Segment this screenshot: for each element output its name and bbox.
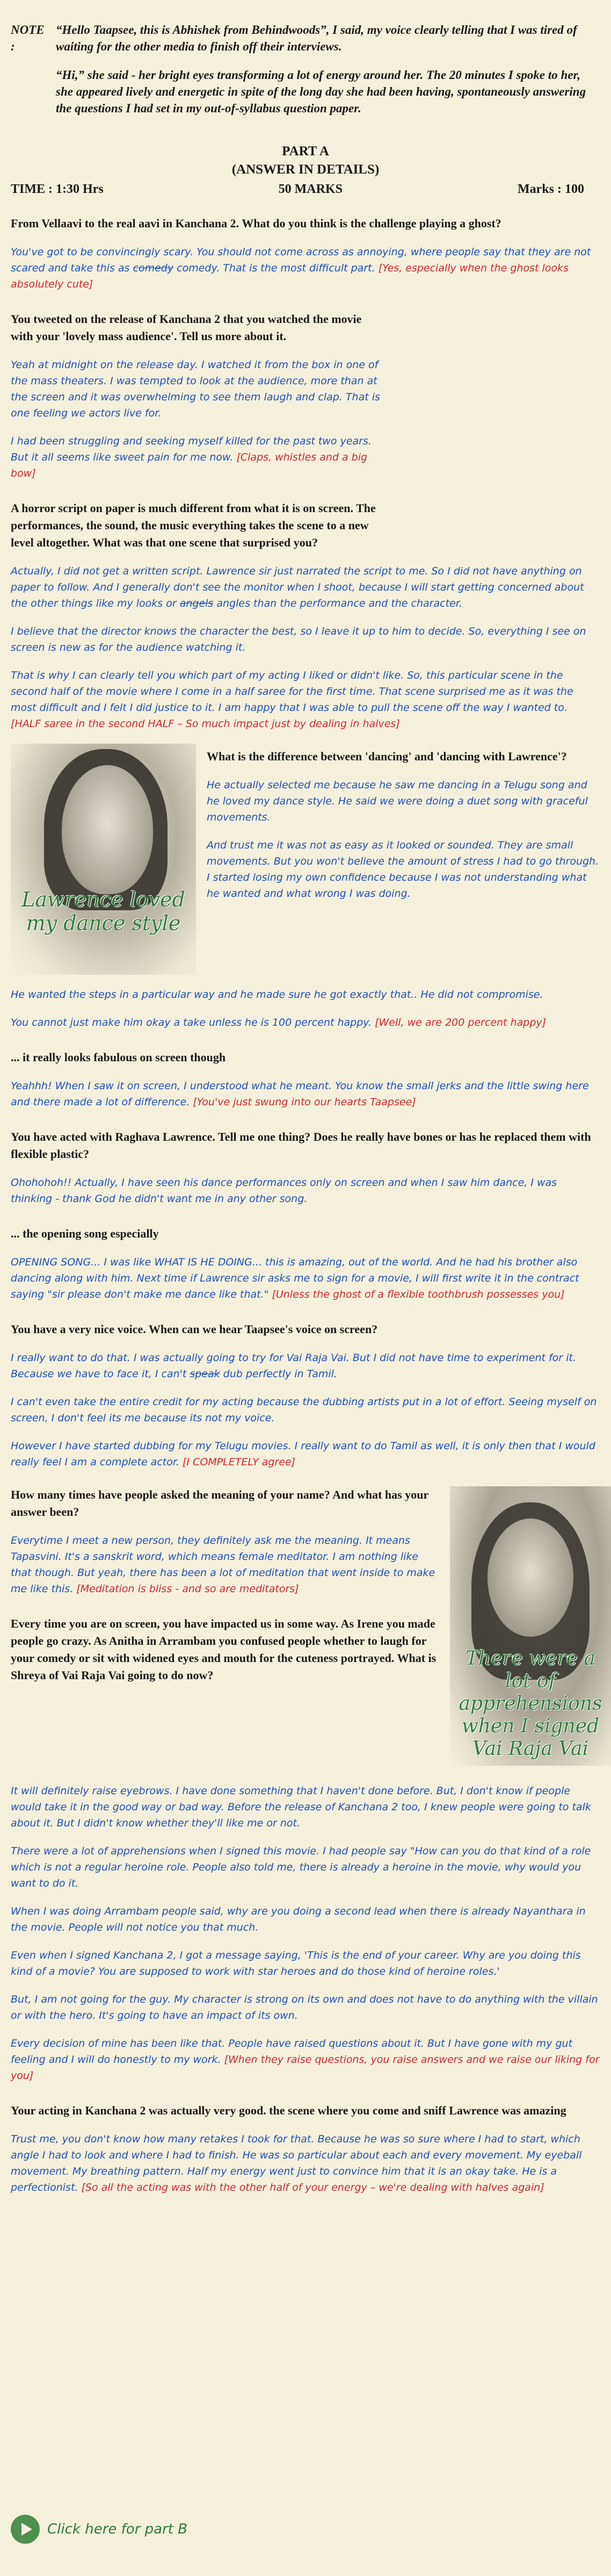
answer: But, I am not going for the guy. My character is strong on its own and does not have to do anything with the villain or with the hero. It's going to have an impact of its own. <box>11 1994 598 2021</box>
answer: He wanted the steps in a particular way and he made sure he got exactly that.. He did not compromise. <box>11 989 543 1001</box>
editor-comment: [HALF saree in the second HALF – So much impact just by dealing in halves] <box>11 718 400 730</box>
time-label: TIME : 1:30 Hrs <box>11 182 104 196</box>
answer <box>11 1350 600 1382</box>
answer-text: Actually, I did not get a written script. Lawrence sir just narrated the script to me. So I did not have anything on paper to follow. And I generally don't see the monitor when I shoot, because I will start getting concerned about the other things like my looks or <box>11 565 584 609</box>
answer-text: You've got to be convincingly scary. You should not come across as annoying, where people say that they are not scared and take this as <box>11 246 591 274</box>
question: You have a very nice voice. When can we hear Taapsee's voice on screen? <box>11 1322 378 1336</box>
answer-text: You cannot just make him okay a take unless he is 100 percent happy. <box>11 1017 375 1028</box>
question: ... the opening song especially <box>11 1227 159 1240</box>
part-heading <box>11 142 600 179</box>
note-label: NOTE : <box>11 23 45 53</box>
photo-section <box>11 744 600 975</box>
answer-text: comedy. That is the most difficult part. <box>173 262 379 274</box>
question: A horror script on paper is much different from what it is on screen. The performances, the sound, the music everything takes the scene to a new level altogether. What was that one scene that surprised you? <box>11 501 376 549</box>
play-icon[interactable] <box>11 2515 40 2544</box>
answer: Ohohohoh!! Actually, I have seen his dance performances only on screen and when I saw him dance, I was thinking - thank God he didn't want me in any other song. <box>11 1177 557 1205</box>
answer <box>11 2131 600 2196</box>
part-b-link-label[interactable]: Click here for part B <box>47 2521 188 2537</box>
answer: I can't even take the entire credit for my acting because the dubbing artists put in a lot of effort. Seeing myself on screen, I don't feel its me because its not my voice. <box>11 1396 597 1424</box>
photo-caption: There were a lot of apprehensions when I signed Vai Raja Vai <box>459 1647 602 1760</box>
question: ... it really looks fabulous on screen though <box>11 1050 226 1064</box>
editor-comment: [So all the acting was with the other half of your energy – we're dealing with halves again] <box>81 2182 544 2193</box>
portrait-face <box>62 765 153 894</box>
portrait-image <box>11 744 196 975</box>
answer-text: angles than the performance and the character. <box>213 598 462 609</box>
floated-section <box>11 1486 600 1771</box>
photo-taapsee-left <box>11 744 196 975</box>
portrait-face <box>488 1519 573 1637</box>
answer-text: I had been struggling and seeking myself killed for the past two years. But it all seems like sweet pain for me now. <box>11 435 372 463</box>
answer <box>11 2035 600 2084</box>
marks-center: 50 MARKS <box>278 182 343 196</box>
answer: He actually selected me because he saw me dancing in a Telugu song and he loved my dance style. He said we were doing a duet song with graceful movements. <box>207 779 588 823</box>
answer-text: dub perfectly in Tamil. <box>220 1368 337 1380</box>
struck-word: angels <box>179 598 214 609</box>
struck-word: speak <box>190 1368 220 1380</box>
part-title: PART A <box>282 144 329 159</box>
answer-text: Trust me, you don't know how many retakes I took for that. Because he was so sure where I had to start, which angle I had to look and where I had to finish. He was so particular about each and every movement. My eyeball movement. My breathing pattern. Half my energy went just to convince him that it is an okay take. He is a perfectionist. <box>11 2133 582 2193</box>
answer: Even when I signed Kanchana 2, I got a message saying, 'This is the end of your career. Why are you doing this kind of a movie? You are supposed to work with star heroes and do those kind of heroine roles.' <box>11 1949 581 1977</box>
answer <box>11 667 600 732</box>
answer <box>11 1078 600 1110</box>
answer-text: I really want to do that. I was actually going to try for Vai Raja Vai. But I did not have time to experiment for it. Because we have to face it, I can't <box>11 1352 576 1380</box>
answer: It will definitely raise eyebrows. I have done something that I haven't done before. But, I don't know if people would take it in the good way or bad way. Before the release of Kanchana 2 too, I knew people were going to talk about it. But I didn't know whether they'll like me or not. <box>11 1785 591 1829</box>
answer-text: OPENING SONG... I was like WHAT IS HE DOING... this is amazing, out of the world. And he had his brother also dancing along with him. Next time if Lawrence sir asks me to sign for a movie, I will first write it in the contract saying "sir please don't make me dance like that." <box>11 1256 579 1300</box>
part-subtitle: (ANSWER IN DETAILS) <box>231 162 380 177</box>
answer: I believe that the director knows the character the best, so I leave it up to him to decide. So, everything I see on screen is new as for the audience watching it. <box>11 625 586 653</box>
answer-text: That is why I can clearly tell you which part of my acting I liked or didn't like. So, this particular scene in the second half of the movie where I come in a half saree for the first time. That scene surprised me as it was the most difficult and I felt I did justice to it. I am happy that I was able to pull the scene off the way I wanted to. <box>11 670 573 714</box>
answer: And trust me it was not as easy as it looked or sounded. They are small movements. But you won't believe the amount of stress I had to go through. I started losing my own confidence because I was not understanding what he wanted and what wrong I was doing. <box>207 839 599 900</box>
editor-comment: [When they raise questions, you raise answers and we raise our liking for you] <box>11 2054 600 2082</box>
editor-comment: [You've just swung into our hearts Taapsee] <box>193 1096 416 1108</box>
answer <box>11 1254 600 1303</box>
answer-text: Everytime I meet a new person, they definitely ask me the meaning. It means Tapasvini. It's a sanskrit word, which means female meditator. I am nothing like that though. But yeah, there has been a lot of meditation that went inside to make me like this. <box>11 1535 435 1595</box>
exam-meta <box>11 182 600 197</box>
question: Your acting in Kanchana 2 was actually very good. the scene where you come and sniff Lawrence was amazing <box>11 2104 566 2117</box>
photo-caption: Lawrence loved my dance style <box>21 888 185 935</box>
question: You tweeted on the release of Kanchana 2 that you watched the movie with your 'lovely mass audience'. Tell us more about it. <box>11 312 362 343</box>
editor-comment: [Claps, whistles and a big bow] <box>11 451 368 479</box>
editor-comment: [Meditation is bliss - and so are meditators] <box>76 1583 299 1595</box>
answer: There were a lot of apprehensions when I signed this movie. I had people say "How can you do that kind of a role which is not a regular heroine role. People also told me, there is already a heroine in the movie, why would you want to do it. <box>11 1845 591 1889</box>
editor-comment: [Well, we are 200 percent happy] <box>375 1017 547 1028</box>
struck-word: comedy <box>133 262 174 274</box>
editor-comment: [Unless the ghost of a flexible toothbrush possesses you] <box>272 1289 565 1300</box>
note-paragraph: “Hi,” she said - her bright eyes transforming a lot of energy around her. The 20 minutes I spoke to her, she appeared lively and energetic in spite of the long day she had been having, spontaneously answering the questions I had set in my out-of-syllabus question paper. <box>56 68 586 115</box>
answer <box>11 1438 600 1470</box>
answer <box>11 1014 600 1031</box>
answer-text: However I have started dubbing for my Telugu movies. I really want to do Tamil as well, it is only then that I would really feel I am a complete actor. <box>11 1440 595 1468</box>
question: You have acted with Raghava Lawrence. Tell me one thing? Does he really have bones or has he replaced them with flexible plastic? <box>11 1130 591 1161</box>
question: Every time you are on screen, you have impacted us in some way. As Irene you made people go crazy. As Anitha in Arrambam you confused people whether to laugh for your comedy or sit with widened eyes and mouth for the cuteness portrayed. What is Shreya of Vai Raja Vai going to do now? <box>11 1617 437 1682</box>
question: From Vellaavi to the real aavi in Kanchana 2. What do you think is the challenge playing a ghost? <box>11 217 501 230</box>
editor-comment: [I COMPLETELY agree] <box>183 1456 296 1468</box>
answer-text: Yeahhh! When I saw it on screen, I understood what he meant. You know the small jerks and the little swing here and there made a lot of difference. <box>11 1080 589 1108</box>
editor-comment: [Yes, especially when the ghost looks absolutely cute] <box>11 262 569 290</box>
photo-taapsee-right <box>450 1486 611 1766</box>
question: How many times have people asked the meaning of your name? And what has your answer been? <box>11 1488 428 1519</box>
note-block <box>11 21 600 128</box>
answer <box>11 563 600 611</box>
answer: When I was doing Arrambam people said, why are you doing a second lead when there is already Nayanthara in the movie. People will not notice you that much. <box>11 1905 586 1933</box>
answer: Yeah at midnight on the release day. I watched it from the box in one of the mass theaters. I was tempted to look at the audience, more than at the screen and it was overwhelming to see them laugh and clap. That is one feeling we actors live for. <box>11 359 380 419</box>
question: What is the difference between 'dancing' and 'dancing with Lawrence'? <box>207 750 567 763</box>
note-paragraph: “Hello Taapsee, this is Abhishek from Behindwoods”, I said, my voice clearly telling that I was tired of waiting for the other media to finish off their interviews. <box>56 23 577 53</box>
answer <box>11 433 381 481</box>
answer-text: Every decision of mine has been like that. People have raised questions about it. But I have gone with my gut feeling and I will do honestly to my work. <box>11 2038 573 2066</box>
marks-right: Marks : 100 <box>518 182 584 196</box>
part-b-link[interactable] <box>11 2515 187 2544</box>
answer <box>11 244 600 292</box>
